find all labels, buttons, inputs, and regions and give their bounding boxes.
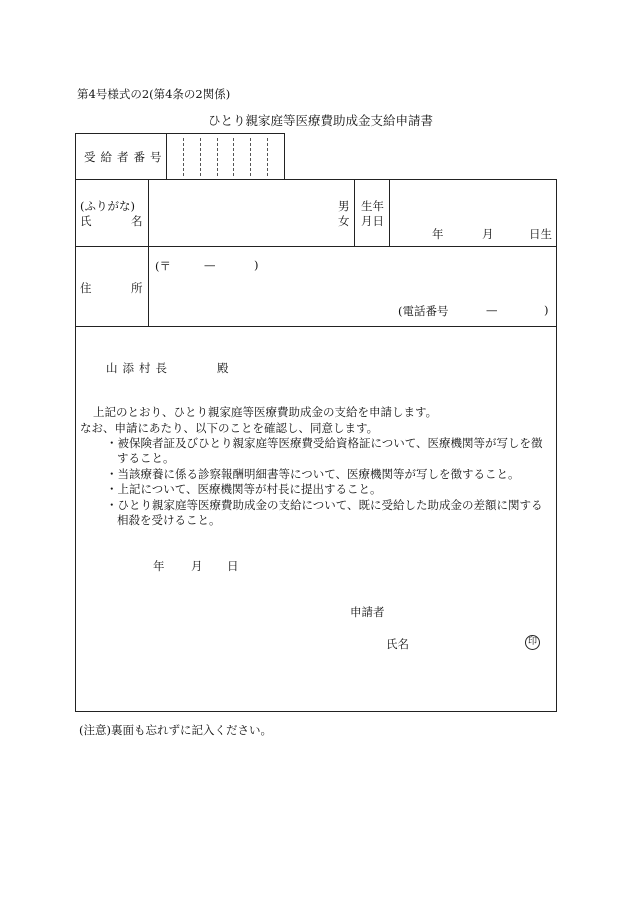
applicant-label: 申請者	[350, 605, 385, 619]
applicant-name-input[interactable]	[415, 632, 515, 652]
consent-item: ・当該療養に係る診察報酬明細書等について、医療機関等が写しを徴すること。	[106, 467, 520, 481]
postal-dash: —	[204, 258, 216, 272]
phone-open: (電話番号	[398, 304, 449, 318]
birth-label-2: 月日	[361, 214, 384, 228]
addressee-honorific: 殿	[217, 361, 229, 375]
address-label-1: 住	[80, 281, 92, 295]
consent-item: 相殺を受けること。	[117, 513, 221, 527]
name-label-1: 氏	[80, 214, 92, 228]
postal-close: )	[254, 258, 259, 272]
form-number: 第4号様式の2(第4条の2関係)	[77, 87, 231, 101]
gender-male[interactable]: 男	[338, 199, 350, 213]
phone-dash: —	[486, 303, 498, 317]
declaration-line-1: 上記のとおり、ひとり親家庭等医療費助成金の支給を申請します。	[93, 405, 438, 419]
name-label-2: 名	[131, 214, 143, 228]
birth-year-label: 年	[432, 227, 444, 241]
birth-day-label: 日生	[529, 227, 552, 241]
note-text: (注意)裏面も忘れずに記入ください。	[79, 723, 272, 737]
date-year-label: 年	[153, 559, 165, 573]
date-day-label: 日	[227, 559, 239, 573]
postal-open: (〒	[155, 259, 171, 273]
birth-month-label: 月	[482, 227, 494, 241]
addressee-name: 山添村長	[106, 361, 172, 375]
phone-close: )	[544, 303, 549, 317]
furigana-label: (ふりがな)	[80, 199, 135, 213]
applicant-name-label: 氏名	[386, 637, 409, 651]
date-month-label: 月	[191, 559, 203, 573]
consent-item: ・ひとり親家庭等医療費助成金の支給について、既に受給した助成金の差額に関する	[106, 498, 543, 512]
recipient-number-label: 受給者番号	[84, 150, 167, 164]
consent-item: ・被保険者証及びひとり親家庭等医療費受給資格証について、医療機関等が写しを徴	[106, 436, 543, 450]
address-label-2: 所	[131, 281, 143, 295]
gender-female[interactable]: 女	[338, 214, 350, 228]
seal-icon: 印	[525, 635, 540, 650]
address-input[interactable]	[160, 274, 540, 296]
birth-label-1: 生年	[361, 199, 384, 213]
declaration-line-2: なお、申請にあたり、以下のことを確認し、同意します。	[80, 421, 379, 435]
consent-item: すること。	[117, 451, 175, 465]
form-title: ひとり親家庭等医療費助成金支給申請書	[208, 113, 434, 128]
name-input[interactable]	[155, 188, 340, 240]
consent-item: ・上記について、医療機関等が村長に提出すること。	[106, 482, 382, 496]
